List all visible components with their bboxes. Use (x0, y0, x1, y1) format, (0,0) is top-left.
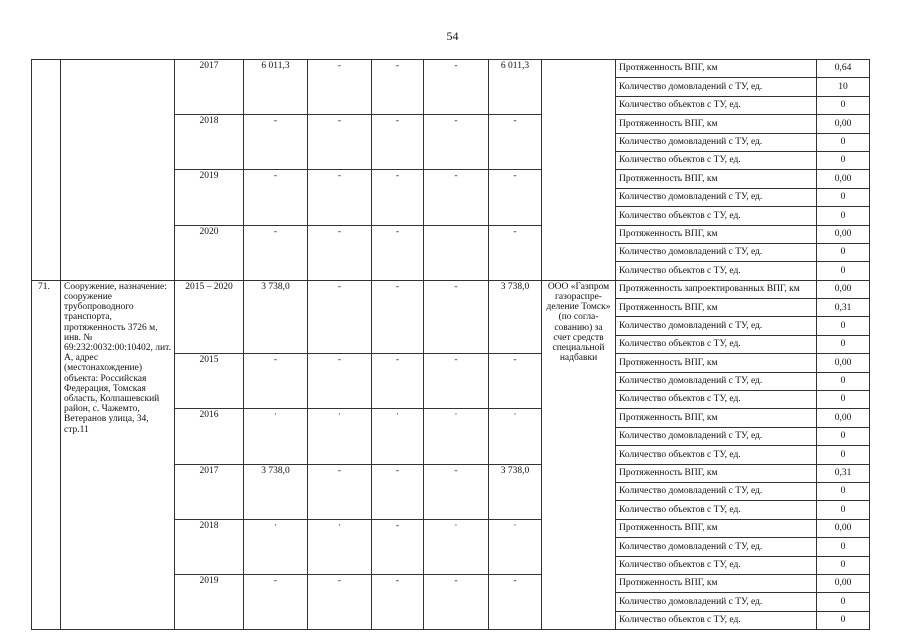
indicator-value: 0,31 (817, 464, 870, 482)
indicator-label: Количество домовладений с ТУ, ед. (616, 372, 817, 390)
indicator-value: 0 (817, 538, 870, 556)
amount-cell: - (372, 60, 424, 115)
amount-cell: - (372, 170, 424, 225)
indicator-value: 0 (817, 96, 870, 114)
indicator-value: 0 (817, 262, 870, 280)
amount-cell: - (424, 115, 489, 170)
amount-cell: - (308, 354, 372, 409)
amount-cell: - (372, 574, 424, 629)
amount-cell: · (308, 409, 372, 464)
indicator-label: Протяженность ВПГ, км (616, 409, 817, 427)
indicator-value: 0 (817, 207, 870, 225)
amount-cell: - (424, 60, 489, 115)
indicator-value: 0 (817, 611, 870, 629)
amount-cell: · (244, 409, 308, 464)
indicator-value: 0,00 (817, 409, 870, 427)
page-number: 54 (446, 29, 459, 43)
year-cell: 2015 – 2020 (175, 280, 244, 354)
indicator-label: Количество объектов с ТУ, ед. (616, 446, 817, 464)
amount-cell: - (489, 170, 542, 225)
indicator-label: Количество объектов с ТУ, ед. (616, 391, 817, 409)
indicator-label: Протяженность ВПГ, км (616, 299, 817, 317)
amount-cell: · (308, 519, 372, 574)
indicator-label: Количество домовладений с ТУ, ед. (616, 78, 817, 96)
amount-cell: - (424, 464, 489, 519)
amount-cell: · (489, 519, 542, 574)
indicator-value: 0 (817, 372, 870, 390)
amount-cell: - (424, 280, 489, 354)
indicator-label: Протяженность ВПГ, км (616, 115, 817, 133)
indicator-value: 0 (817, 482, 870, 500)
indicator-label: Количество домовладений с ТУ, ед. (616, 427, 817, 445)
indicator-label: Количество домовладений с ТУ, ед. (616, 593, 817, 611)
amount-cell: - (372, 280, 424, 354)
indicator-label: Количество объектов с ТУ, ед. (616, 151, 817, 169)
indicator-label: Протяженность ВПГ, км (616, 225, 817, 243)
indicator-label: Количество объектов с ТУ, ед. (616, 501, 817, 519)
indicator-value: 0,00 (817, 115, 870, 133)
indicator-label: Количество домовладений с ТУ, ед. (616, 133, 817, 151)
amount-cell: - (489, 115, 542, 170)
object-cell (61, 60, 175, 281)
amount-cell: - (372, 354, 424, 409)
indicator-value: 0 (817, 151, 870, 169)
amount-cell: - (424, 354, 489, 409)
amount-cell: - (244, 574, 308, 629)
amount-cell: - (372, 225, 424, 280)
year-cell: 2015 (175, 354, 244, 409)
year-cell: 2018 (175, 115, 244, 170)
amount-cell: - (424, 574, 489, 629)
indicator-label: Количество домовладений с ТУ, ед. (616, 538, 817, 556)
indicator-label: Протяженность ВПГ, км (616, 519, 817, 537)
indicator-value: 0 (817, 427, 870, 445)
indicator-label: Протяженность ВПГ, км (616, 60, 817, 78)
year-cell: 2016 (175, 409, 244, 464)
indicator-label: Количество объектов с ТУ, ед. (616, 556, 817, 574)
indicator-value: 0,00 (817, 280, 870, 298)
indicator-value: 0 (817, 335, 870, 353)
amount-cell: - (244, 170, 308, 225)
year-cell: 2018 (175, 519, 244, 574)
indicator-value: 0 (817, 593, 870, 611)
amount-cell: - (244, 354, 308, 409)
amount-cell: · (424, 519, 489, 574)
indicator-label: Протяженность ВПГ, км (616, 354, 817, 372)
indicator-label: Количество домовладений с ТУ, ед. (616, 482, 817, 500)
amount-cell: - (308, 225, 372, 280)
amount-cell: · (244, 519, 308, 574)
table-row (32, 280, 870, 298)
amount-cell: · (372, 409, 424, 464)
indicator-label: Протяженность запроектированных ВПГ, км (616, 280, 817, 298)
indicator-label: Количество объектов с ТУ, ед. (616, 207, 817, 225)
amount-cell: - (372, 115, 424, 170)
amount-cell: - (308, 464, 372, 519)
indicator-value: 0,00 (817, 519, 870, 537)
indicator-label: Количество домовладений с ТУ, ед. (616, 188, 817, 206)
amount-cell: - (489, 225, 542, 280)
row-number: 71. (32, 280, 61, 629)
object-description: Сооружение, назначение: сооружение трубопроводного транспорта, протяженность 3726 м, инв. № 69:232:0032:00:10402, лит. А, адрес (местонахождение) объекта: Российская Федерация, Томская область, Колпашевский район, с. Чажемто, Ветеранов улица, 34, стр.11 (61, 280, 175, 629)
year-cell: 2019 (175, 170, 244, 225)
indicator-value: 0 (817, 317, 870, 335)
indicator-value: 0 (817, 243, 870, 261)
amount-cell: · (489, 409, 542, 464)
amount-cell: - (244, 225, 308, 280)
indicator-value: 0 (817, 391, 870, 409)
year-cell: 2017 (175, 60, 244, 115)
amount-cell: - (308, 574, 372, 629)
indicator-label: Количество домовладений с ТУ, ед. (616, 317, 817, 335)
indicator-value: 0,00 (817, 354, 870, 372)
amount-cell: - (308, 170, 372, 225)
table-row (32, 60, 870, 78)
indicator-value: 0 (817, 501, 870, 519)
amount-cell: - (244, 115, 308, 170)
amount-cell: 6 011,3 (244, 60, 308, 115)
amount-cell: 6 011,3 (489, 60, 542, 115)
amount-cell: - (372, 519, 424, 574)
amount-cell: - (424, 170, 489, 225)
indicator-value: 0,00 (817, 225, 870, 243)
indicator-value: 10 (817, 78, 870, 96)
indicator-label: Количество объектов с ТУ, ед. (616, 96, 817, 114)
amount-cell: - (308, 115, 372, 170)
number-cell (32, 60, 61, 281)
amount-cell: - (489, 354, 542, 409)
executor-cell: ООО «Газпром газораспре-деление Томск» (по согла-сованию) за счет средств специальной надбавки (542, 280, 616, 629)
indicator-label: Протяженность ВПГ, км (616, 574, 817, 592)
amount-cell: 3 738,0 (489, 464, 542, 519)
indicator-label: Количество домовладений с ТУ, ед. (616, 243, 817, 261)
indicator-label: Количество объектов с ТУ, ед. (616, 611, 817, 629)
indicator-label: Протяженность ВПГ, км (616, 170, 817, 188)
amount-cell: 3 738,0 (244, 464, 308, 519)
amount-cell (424, 225, 489, 280)
year-cell: 2017 (175, 464, 244, 519)
indicator-label: Протяженность ВПГ, км (616, 464, 817, 482)
amount-cell: 3 738,0 (244, 280, 308, 354)
amount-cell: · (424, 409, 489, 464)
amount-cell: 3 738,0 (489, 280, 542, 354)
indicator-value: 0,00 (817, 574, 870, 592)
amount-cell: - (489, 574, 542, 629)
indicator-value: 0 (817, 188, 870, 206)
indicator-value: 0 (817, 133, 870, 151)
amount-cell: - (308, 280, 372, 354)
year-cell: 2019 (175, 574, 244, 629)
indicator-label: Количество объектов с ТУ, ед. (616, 335, 817, 353)
executor-cell (542, 60, 616, 281)
indicator-label: Количество объектов с ТУ, ед. (616, 262, 817, 280)
amount-cell: - (372, 464, 424, 519)
amount-cell: - (308, 60, 372, 115)
program-table (31, 59, 870, 630)
indicator-value: 0 (817, 446, 870, 464)
indicator-value: 0 (817, 556, 870, 574)
year-cell: 2020 (175, 225, 244, 280)
indicator-value: 0,31 (817, 299, 870, 317)
indicator-value: 0,64 (817, 60, 870, 78)
indicator-value: 0,00 (817, 170, 870, 188)
